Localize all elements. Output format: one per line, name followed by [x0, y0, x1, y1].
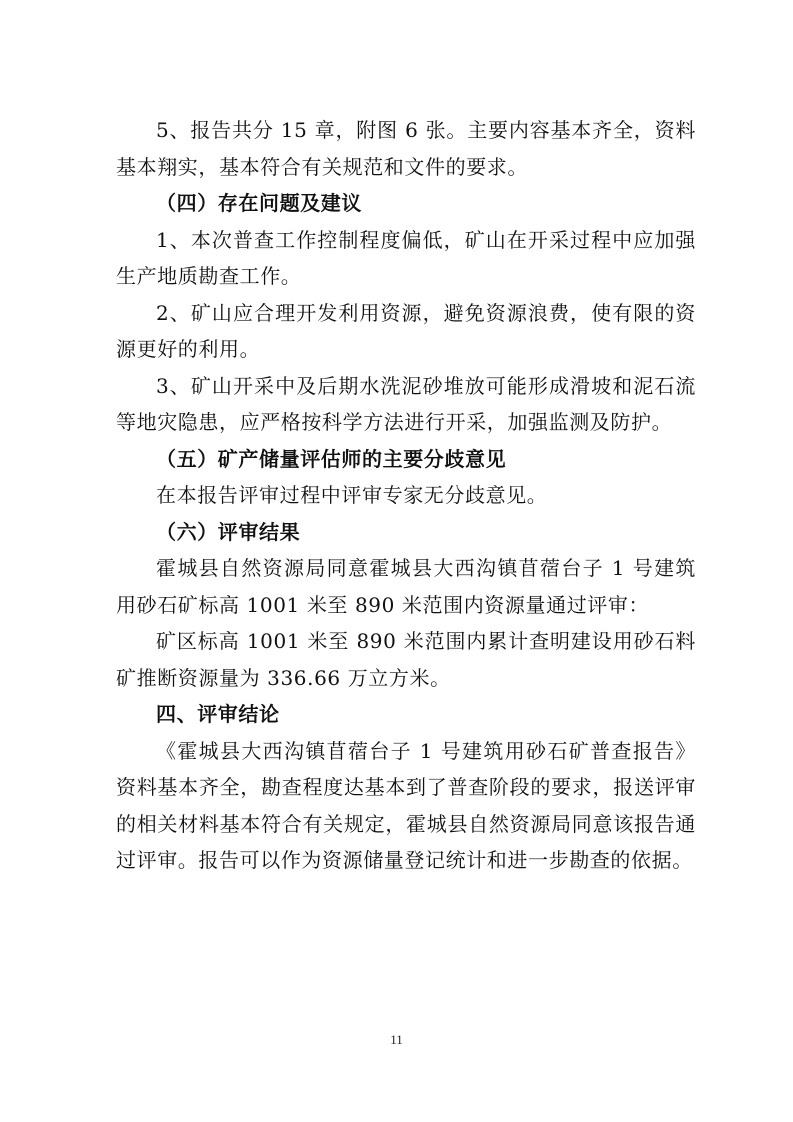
heading-review-conclusion: 四、评审结论	[156, 702, 280, 726]
paragraph-suggestion-2: 2、矿山应合理开发利用资源，避免资源浪费，使有限的资源更好的利用。	[116, 300, 696, 361]
paragraph-report-chapters: 5、报告共分 15 章，附图 6 张。主要内容基本齐全，资料基本翔实，基本符合有关规范和文件的要求。	[116, 118, 696, 179]
paragraph-no-disagreement: 在本报告评审过程中评审专家无分歧意见。	[156, 483, 548, 507]
page-number: 11	[390, 1032, 403, 1047]
heading-evaluator-disagreements: （五）矿产储量评估师的主要分歧意见	[156, 446, 507, 471]
heading-problems-suggestions: （四）存在问题及建议	[156, 191, 362, 215]
paragraph-suggestion-1: 1、本次普查工作控制程度偏低，矿山在开采过程中应加强生产地质勘查工作。	[116, 227, 696, 288]
paragraph-conclusion: 《霍城县大西沟镇苜蓿台子 1 号建筑用砂石矿普查报告》资料基本齐全，勘查程度达基本到了普查阶段的要求，报送评审的相关材料基本符合有关规定，霍城县自然资源局同意该报告通过评审。报告可以作为资源储量登记统计和进一步勘查的依据。	[116, 738, 696, 872]
paragraph-suggestion-3: 3、矿山开采中及后期水洗泥砂堆放可能形成滑坡和泥石流等地灾隐患，应严格按科学方法进行开采，加强监测及防护。	[116, 373, 696, 434]
document-body	[116, 112, 696, 879]
paragraph-review-approval: 霍城县自然资源局同意霍城县大西沟镇苜蓿台子 1 号建筑用砂石矿标高 1001 米至 890 米范围内资源量通过评审：	[116, 556, 696, 617]
heading-review-results: （六）评审结果	[156, 519, 301, 544]
paragraph-resource-amount: 矿区标高 1001 米至 890 米范围内累计查明建设用砂石料矿推断资源量为 336.66 万立方米。	[116, 629, 696, 690]
